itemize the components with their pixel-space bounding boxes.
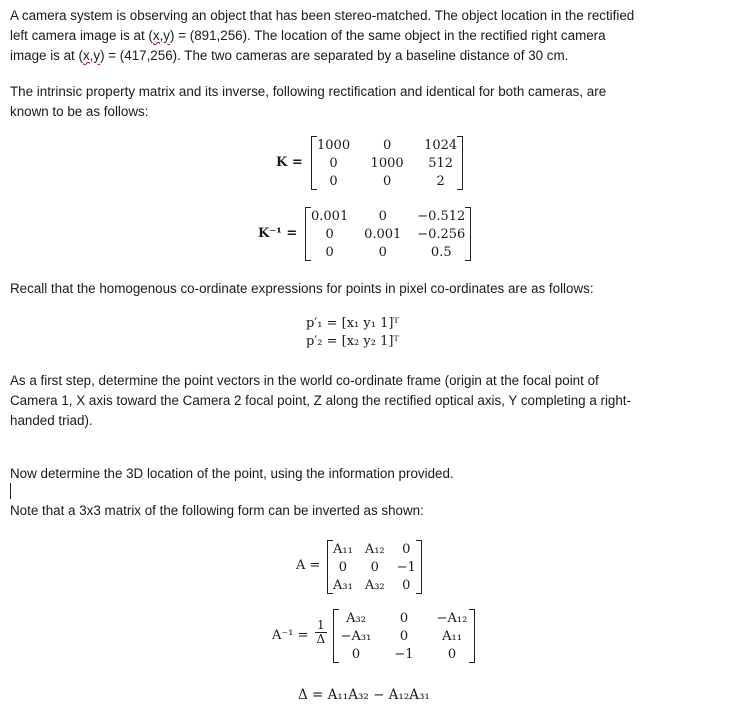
determine-text: Now determine the 3D location of the point, using the information provided. <box>10 466 454 481</box>
intrinsic-intro: The intrinsic property matrix and its inverse, following rectification and identical for both cameras, are known to be as follows: <box>10 84 607 119</box>
first-step: As a first step, determine the point vectors in the world co-ordinate frame (origin at the focal point of Camera 1, X axis toward the Camera 2 focal point, Z along the rectified optical axis, Y completing a right- handed triad). <box>10 373 631 428</box>
a-inv-matrix: A₃₂ 0 −A₁₂ −A₃₁ 0 A₁₁ 0 −1 0 <box>333 609 475 663</box>
text-cursor <box>10 483 11 499</box>
problem-line-2: left camera image is at (x,y) = (891,256). The location of the same object in the rectified right camera <box>10 28 606 43</box>
problem-statement <box>10 6 728 66</box>
problem-line-1: A camera system is observing an object that has been stereo-matched. The object location in the rectified <box>10 8 635 23</box>
xy-spellcheck: x,y <box>82 48 101 63</box>
a-inv-label: A⁻¹ = <box>272 628 309 643</box>
xy-spellcheck: x,y <box>152 28 171 43</box>
a-label: A = <box>296 558 321 573</box>
one-over-delta: $\frac{1}{\Delta}$ <box>316 618 326 646</box>
k-inv-label: K⁻¹ = <box>258 226 298 241</box>
p2-expression: p′₂ = [x₂ y₂ 1]ᵀ <box>306 334 399 349</box>
p1-expression: p′₁ = [x₁ y₁ 1]ᵀ <box>306 316 399 331</box>
k-label: K = <box>276 155 303 170</box>
delta-formula: Δ = A₁₁A₃₂ − A₁₂A₃₁ <box>298 687 430 703</box>
note-text: Note that a 3x3 matrix of the following form can be inverted as shown: <box>10 503 424 518</box>
k-inv-matrix: 0.001 0 −0.512 0 0.001 −0.256 0 0 0.5 <box>305 207 471 261</box>
a-matrix: A₁₁ A₁₂ 0 0 0 −1 A₃₁ A₃₂ 0 <box>327 540 422 594</box>
problem-line-3: image is at (x,y) = (417,256). The two cameras are separated by a baseline distance of 30 cm. <box>10 48 569 63</box>
recall-text: Recall that the homogenous co-ordinate expressions for points in pixel co-ordinates are as follows: <box>10 281 594 296</box>
k-matrix: 1000 0 1024 0 1000 512 0 0 2 <box>311 136 463 190</box>
